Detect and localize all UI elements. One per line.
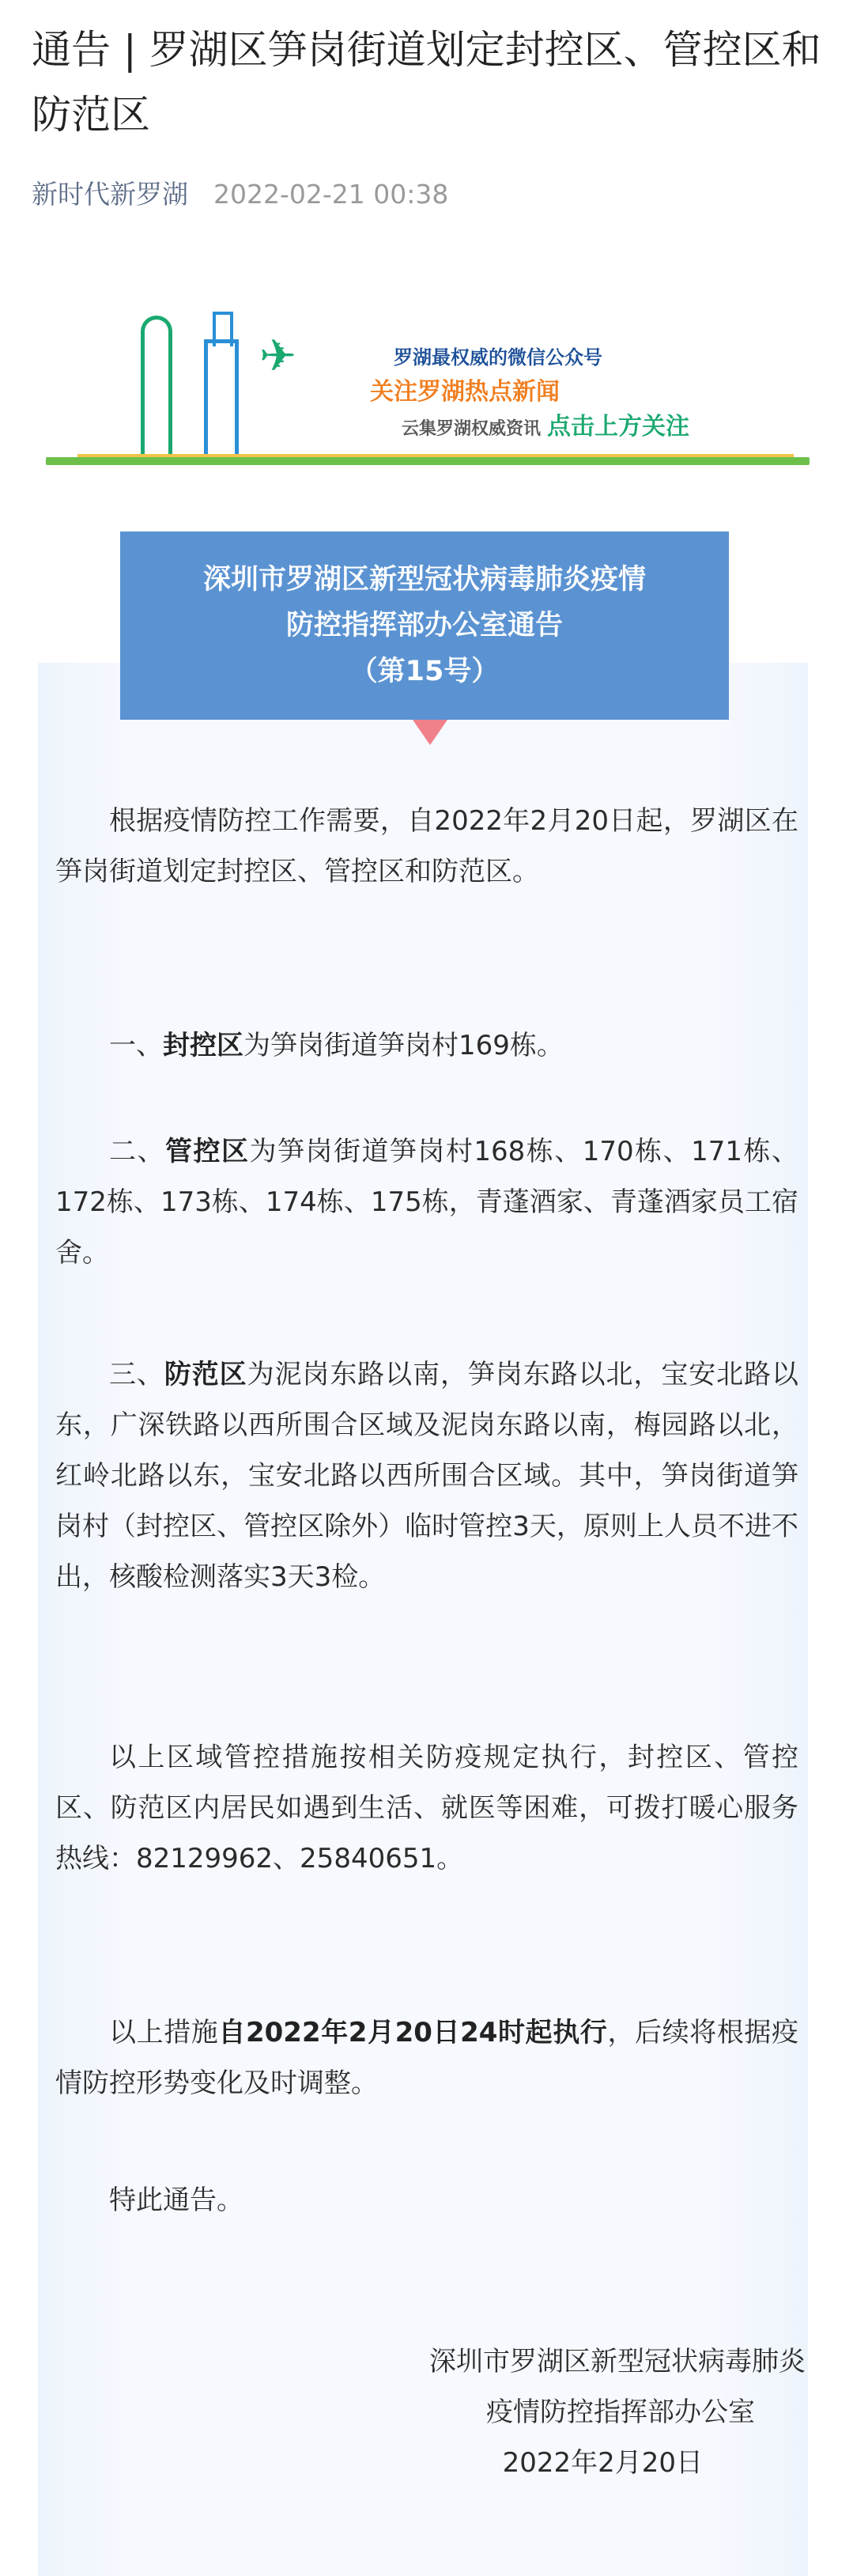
building-icon [204, 339, 239, 454]
signature-org-line2: 疫情防控指挥部办公室 [486, 2396, 755, 2428]
banner-cta[interactable]: 点击上方关注 [547, 413, 690, 441]
banner-line2: 关注罗湖热点新闻 [370, 378, 560, 406]
signature-block [429, 2336, 806, 2488]
header-line1: 深圳市罗湖区新型冠状病毒肺炎疫情 [202, 564, 646, 596]
effective-time-bold: 自2022年2月20日24时起执行 [218, 2017, 608, 2048]
header-arrow [413, 720, 447, 745]
banner-line1: 罗湖最权威的微信公众号 [394, 346, 602, 369]
notice-panel [38, 663, 808, 2576]
paragraph-closing: 特此通告。 [109, 2184, 243, 2216]
paragraph-hotline: 以上区域管控措施按相关防疫规定执行，封控区、管控区、防范区内居民如遇到生活、就医等困难，可拨打暖心服务热线：82129962、25840651。 [55, 1742, 798, 1874]
label-prevention-zone: 防范区 [164, 1359, 247, 1390]
follow-banner[interactable] [46, 299, 810, 465]
article-title: 通告 | 罗湖区笋岗街道划定封控区、管控区和防范区 [32, 27, 821, 138]
banner-text [370, 340, 689, 447]
paragraph-sealed-zone: 一、封控区为笋岗街道笋岗村169栋。 [109, 1030, 564, 1061]
article-meta [32, 174, 448, 211]
banner-ground [46, 457, 810, 465]
signature-org-line1: 深圳市罗湖区新型冠状病毒肺炎 [429, 2346, 806, 2377]
tower-icon [141, 316, 172, 454]
account-name-link[interactable]: 新时代新罗湖 [32, 179, 188, 210]
notice-header-box [120, 531, 729, 720]
paragraph-prevention-zone: 三、防范区为泥岗东路以南，笋岗东路以北，宝安北路以东，广深铁路以西所围合区域及泥岗东路以南，梅园路以北，红岭北路以东，宝安北路以西所围合区域。其中，笋岗街道笋岗村（封控区、管控区除外）临时管控3天，原则上人员不进不出，核酸检测落实3天3检。 [55, 1359, 799, 1593]
label-control-zone: 管控区 [164, 1136, 250, 1167]
paragraph-control-zone: 二、管控区为笋岗街道笋岗村168栋、170栋、171栋、172栋、173栋、174栋、175栋，青蓬酒家、青蓬酒家员工宿舍。 [55, 1136, 799, 1269]
airplane-icon: ✈ [259, 331, 296, 382]
paragraph-effective-time: 以上措施自2022年2月20日24时起执行，后续将根据疫情防控形势变化及时调整。 [55, 2017, 799, 2099]
signature-date: 2022年2月20日 [502, 2447, 703, 2479]
paragraph-intro: 根据疫情防控工作需要，自2022年2月20日起，罗湖区在笋岗街道划定封控区、管控区和防范区。 [55, 805, 798, 887]
header-line2: 防控指挥部办公室通告 [285, 610, 563, 641]
banner-ground-line [77, 454, 794, 457]
publish-date: 2022-02-21 00:38 [213, 179, 449, 210]
header-line3: （第15号） [349, 656, 500, 687]
banner-line3: 云集罗湖权威资讯 [402, 419, 542, 439]
label-sealed-zone: 封控区 [163, 1030, 243, 1061]
